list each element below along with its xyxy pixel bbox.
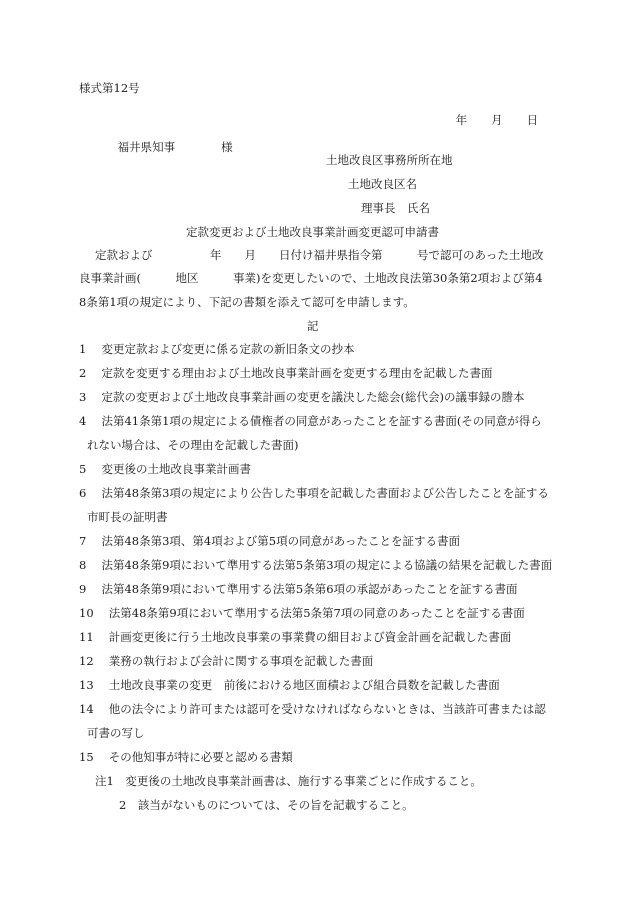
list-item: 4 法第41条第1項の規定による債権者の同意があったことを証する書面(その同意が得ら bbox=[79, 414, 542, 428]
list-item-continuation: 市町長の証明書 bbox=[87, 510, 168, 524]
list-item: 9 法第48条第9項において準用する法第5条第6項の承認があったことを証する書面 bbox=[79, 582, 518, 596]
list-item: 7 法第48条第3項、第4項および第5項の同意があったことを証する書面 bbox=[79, 534, 460, 548]
date-line bbox=[441, 103, 538, 138]
list-item: 6 法第48条第3項の規定により公告した事項を記載した書面および公告したことを証する bbox=[79, 486, 549, 500]
list-item: 5 変更後の土地改良事業計画書 bbox=[79, 462, 251, 476]
body-line-1: 定款および 年 月 日付け福井県指令第 号で認可のあった土地改 bbox=[95, 248, 544, 262]
list-item: 1 変更定款および変更に係る定款の新旧条文の抄本 bbox=[79, 342, 355, 356]
list-item: 13 土地改良事業の変更 前後における地区面積および組合員数を記載した書面 bbox=[79, 678, 500, 692]
ki-heading: 記 bbox=[307, 319, 319, 333]
list-item: 14 他の法令により許可または認可を受けなければならないときは、当該許可書または認 bbox=[79, 702, 546, 716]
body-line-3: 8条第1項の規定により、下記の書類を添えて認可を申請します。 bbox=[79, 295, 415, 309]
list-item: 11 計画変更後に行う土地改良事業の事業費の細目および資金計画を記載した書面 bbox=[79, 630, 512, 644]
date-month: 月 bbox=[491, 112, 503, 127]
date-year: 年 bbox=[455, 112, 468, 127]
addressee-name: 福井県知事 bbox=[117, 139, 176, 154]
list-item: 2 定款を変更する理由および土地改良事業計画を変更する理由を記載した書面 bbox=[79, 366, 493, 380]
office-address-label: 土地改良区事務所所在地 bbox=[326, 153, 453, 167]
note-2: 2 該当がないものについては、その旨を記載すること。 bbox=[119, 798, 414, 812]
district-name-label: 土地改良区名 bbox=[348, 177, 417, 191]
list-item: 12 業務の執行および会計に関する事項を記載した書面 bbox=[79, 654, 374, 668]
body-line-2: 良事業計画( 地区 事業)を変更したいので、土地改良法第30条第2項および第4 bbox=[79, 271, 543, 285]
addressee bbox=[103, 130, 233, 165]
list-item: 3 定款の変更および土地改良事業計画の変更を議決した総会(総代会)の議事録の謄本 bbox=[79, 390, 525, 404]
addressee-honorific: 様 bbox=[221, 139, 233, 154]
list-item: 15 その他知事が特に必要と認める書類 bbox=[79, 750, 293, 764]
list-item-continuation: 可書の写し bbox=[87, 726, 145, 740]
document-title: 定款変更および土地改良事業計画変更認可申請書 bbox=[186, 225, 439, 239]
date-day: 日 bbox=[526, 112, 539, 127]
form-number: 様式第12号 bbox=[79, 81, 140, 95]
note-1: 注1 変更後の土地改良事業計画書は、施行する事業ごとに作成すること。 bbox=[95, 774, 482, 788]
chairman-label: 理事長 氏名 bbox=[361, 201, 430, 215]
list-item: 10 法第48条第9項において準用する法第5条第7項の同意のあったことを証する書面 bbox=[79, 606, 525, 620]
list-item-continuation: れない場合は、その理由を記載した書面) bbox=[87, 438, 299, 452]
list-item: 8 法第48条第9項において準用する法第5条第3項の規定による協議の結果を記載した書面 bbox=[79, 558, 553, 572]
